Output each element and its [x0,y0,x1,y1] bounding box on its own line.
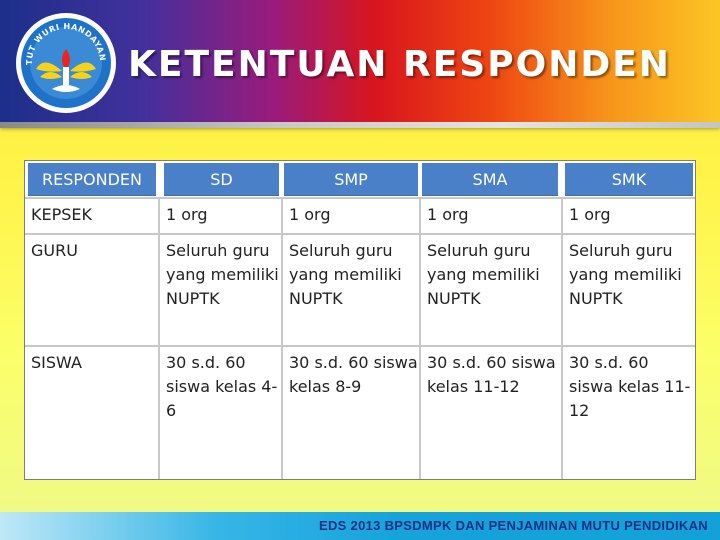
row-label: KEPSEK [31,205,93,224]
respondent-table [24,160,696,480]
row-label: SISWA [31,353,82,372]
table-cell-sma: 30 s.d. 60 siswa kelas 11-12 [427,353,556,396]
table-cell-smk: 30 s.d. 60 siswa kelas 11-12 [569,353,691,420]
table-cell-sma: 1 org [427,205,469,224]
table-header-row [25,161,695,197]
column-header-sma: SMA [422,163,558,196]
row-label: GURU [31,241,78,260]
table-cell-smp: 1 org [289,205,331,224]
table-row-guru [25,233,695,345]
footer-bar [0,512,720,540]
column-header-smk: SMK [565,163,693,196]
column-header-smp: SMP [284,163,418,196]
column-header-responden: RESPONDEN [28,163,156,196]
table-row-kepsek [25,197,695,233]
table-cell-smk: Seluruh guru yang memiliki NUPTK [569,241,682,308]
table-cell-smp: Seluruh guru yang memiliki NUPTK [289,241,402,308]
table-row-siswa [25,345,695,479]
banner-divider [0,122,720,128]
table-cell-smk: 1 org [569,205,611,224]
column-header-sd: SD [164,163,279,196]
logo-motto-text: TUT WURI HANDAYAN [24,21,108,66]
table-cell-sd: 30 s.d. 60 siswa kelas 4-6 [166,353,278,420]
table-cell-sd: 1 org [166,205,208,224]
tut-wuri-handayani-logo [14,11,118,115]
table-cell-smp: 30 s.d. 60 siswa kelas 8-9 [289,353,418,396]
table-cell-sma: Seluruh guru yang memiliki NUPTK [427,241,540,308]
table-cell-sd: Seluruh guru yang memiliki NUPTK [166,241,279,308]
footer-text: EDS 2013 BPSDMPK DAN PENJAMINAN MUTU PENDIDIKAN [319,518,708,533]
page-title: KETENTUAN RESPONDEN [128,44,671,85]
